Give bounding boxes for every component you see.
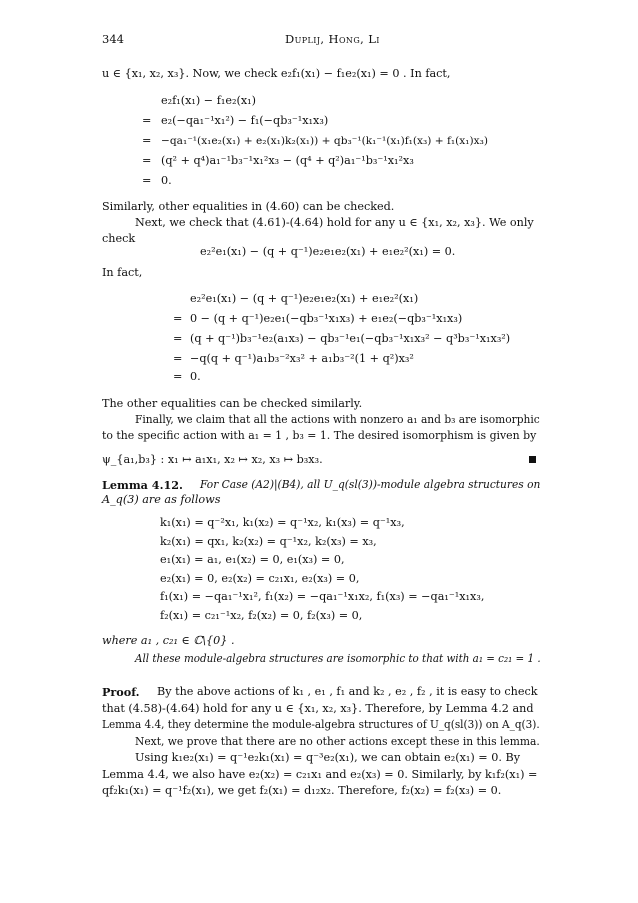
proof-line-2: that (4.58)-(4.64) hold for any u ∈ {x₁, x₂, x₃}. Therefore, by Lemma 4.2 and: [102, 702, 534, 715]
proof-line-3: Lemma 4.4, they determine the module-algebra structures of U_q(sl(3)) on A_q(3).: [102, 718, 540, 731]
proof-line-4: Next, we prove that there are no other actions except these in this lemma.: [135, 735, 540, 748]
proof-line-7: qf₂k₁(x₁) = q⁻¹f₂(x₁), we get f₂(x₁) = d₁₂x₂. Therefore, f₂(x₂) = f₂(x₃) = 0.: [102, 784, 502, 797]
lemma-eq-2: k₂(x₁) = qx₁, k₂(x₂) = q⁻¹x₂, k₂(x₃) = x₃,: [160, 535, 377, 548]
running-title: Duplij, Hong, Li: [285, 32, 380, 46]
lemma-eq-5: f₁(x₁) = −qa₁⁻¹x₁², f₁(x₂) = −qa₁⁻¹x₁x₂, f₁(x₃) = −qa₁⁻¹x₁x₃,: [160, 590, 485, 603]
lemma-statement-1: For Case (A2)|(B4), all U_q(sl(3))-module algebra structures on: [200, 478, 541, 491]
proof-line-1: By the above actions of k₁ , e₁ , f₁ and k₂ , e₂ , f₂ , it is easy to check: [157, 685, 538, 698]
text-finally: Finally, we claim that all the actions with nonzero a₁ and b₃ are isomorphic: [135, 413, 540, 426]
lemma-eq-3: e₁(x₁) = a₁, e₁(x₂) = 0, e₁(x₃) = 0,: [160, 553, 345, 566]
proof-label: Proof.: [102, 685, 140, 699]
text-similarly: Similarly, other equalities in (4.60) can be checked.: [102, 200, 395, 213]
text-specific-action: to the specific action with a₁ = 1 , b₃ = 1. The desired isomorphism is given by: [102, 429, 537, 442]
eq2-line-1: e₂²e₁(x₁) − (q + q⁻¹)e₂e₁e₂(x₁) + e₁e₂²(x₁): [190, 292, 419, 305]
eq1-line-5: 0.: [161, 174, 172, 187]
text-check: check: [102, 232, 136, 245]
page-number: 344: [102, 32, 124, 46]
eq1-rel-4: =: [142, 154, 152, 167]
qed-square: [529, 456, 536, 463]
eq2-rel-4: =: [173, 352, 183, 365]
text-next-check: Next, we check that (4.61)-(4.64) hold for any u ∈ {x₁, x₂, x₃}. We only: [135, 216, 534, 229]
eq1-rel-5: =: [142, 174, 152, 187]
eq2-rel-2: =: [173, 312, 183, 325]
proof-line-6: Lemma 4.4, we also have e₂(x₂) = c₂₁x₁ and e₂(x₃) = 0. Similarly, by k₁f₂(x₁) =: [102, 768, 538, 781]
intro-line: u ∈ {x₁, x₂, x₃}. Now, we check e₂f₁(x₁) − f₁e₂(x₁) = 0 . In fact,: [102, 67, 451, 80]
lemma-eq-4: e₂(x₁) = 0, e₂(x₂) = c₂₁x₁, e₂(x₃) = 0,: [160, 572, 360, 585]
eq1-rel-2: =: [142, 114, 152, 127]
display-equation: e₂²e₁(x₁) − (q + q⁻¹)e₂e₁e₂(x₁) + e₁e₂²(x₁) = 0.: [200, 245, 456, 258]
eq2-line-3: (q + q⁻¹)b₃⁻¹e₂(a₁x₃) − qb₃⁻¹e₁(−qb₃⁻¹x₁x₃² − q³b₃⁻¹x₁x₃²): [190, 332, 511, 345]
eq2-line-2: 0 − (q + q⁻¹)e₂e₁(−qb₃⁻¹x₁x₃) + e₁e₂(−qb₃⁻¹x₁x₃): [190, 312, 463, 325]
lemma-eq-6: f₂(x₁) = c₂₁⁻¹x₂, f₂(x₂) = 0, f₂(x₃) = 0,: [160, 609, 363, 622]
eq2-rel-3: =: [173, 332, 183, 345]
eq2-rel-5: =: [173, 370, 183, 383]
lemma-eq-1: k₁(x₁) = q⁻²x₁, k₁(x₂) = q⁻¹x₂, k₁(x₃) = q⁻¹x₃,: [160, 516, 405, 529]
text-isomorphism-map: ψ_{a₁,b₃} : x₁ ↦ a₁x₁, x₂ ↦ x₂, x₃ ↦ b₃x₃.: [102, 453, 323, 466]
eq1-line-2: e₂(−qa₁⁻¹x₁²) − f₁(−qb₃⁻¹x₁x₃): [161, 114, 329, 127]
lemma-isomorphic: All these module-algebra structures are isomorphic to that with a₁ = c₂₁ = 1 .: [135, 652, 541, 665]
lemma-where: where a₁ , c₂₁ ∈ ℂ\{0} .: [102, 634, 235, 647]
eq1-line-1: e₂f₁(x₁) − f₁e₂(x₁): [161, 94, 256, 107]
eq2-line-4: −q(q + q⁻¹)a₁b₃⁻²x₃² + a₁b₃⁻²(1 + q²)x₃²: [190, 352, 414, 365]
eq1-rel-3: =: [142, 134, 152, 147]
text-in-fact: In fact,: [102, 266, 143, 279]
lemma-label: Lemma 4.12.: [102, 478, 183, 492]
proof-line-5: Using k₁e₂(x₁) = q⁻¹e₂k₁(x₁) = q⁻³e₂(x₁), we can obtain e₂(x₁) = 0. By: [135, 751, 521, 764]
lemma-statement-2: A_q(3) are as follows: [102, 493, 221, 506]
eq2-line-5: 0.: [190, 370, 201, 383]
eq1-line-3: −qa₁⁻¹(x₁e₂(x₁) + e₂(x₁)k₂(x₁)) + qb₃⁻¹(k₁⁻¹(x₁)f₁(x₃) + f₁(x₁)x₃): [161, 135, 488, 147]
eq1-line-4: (q² + q⁴)a₁⁻¹b₃⁻¹x₁²x₃ − (q⁴ + q²)a₁⁻¹b₃⁻¹x₁²x₃: [161, 154, 414, 167]
text-other-equalities: The other equalities can be checked similarly.: [102, 397, 363, 410]
